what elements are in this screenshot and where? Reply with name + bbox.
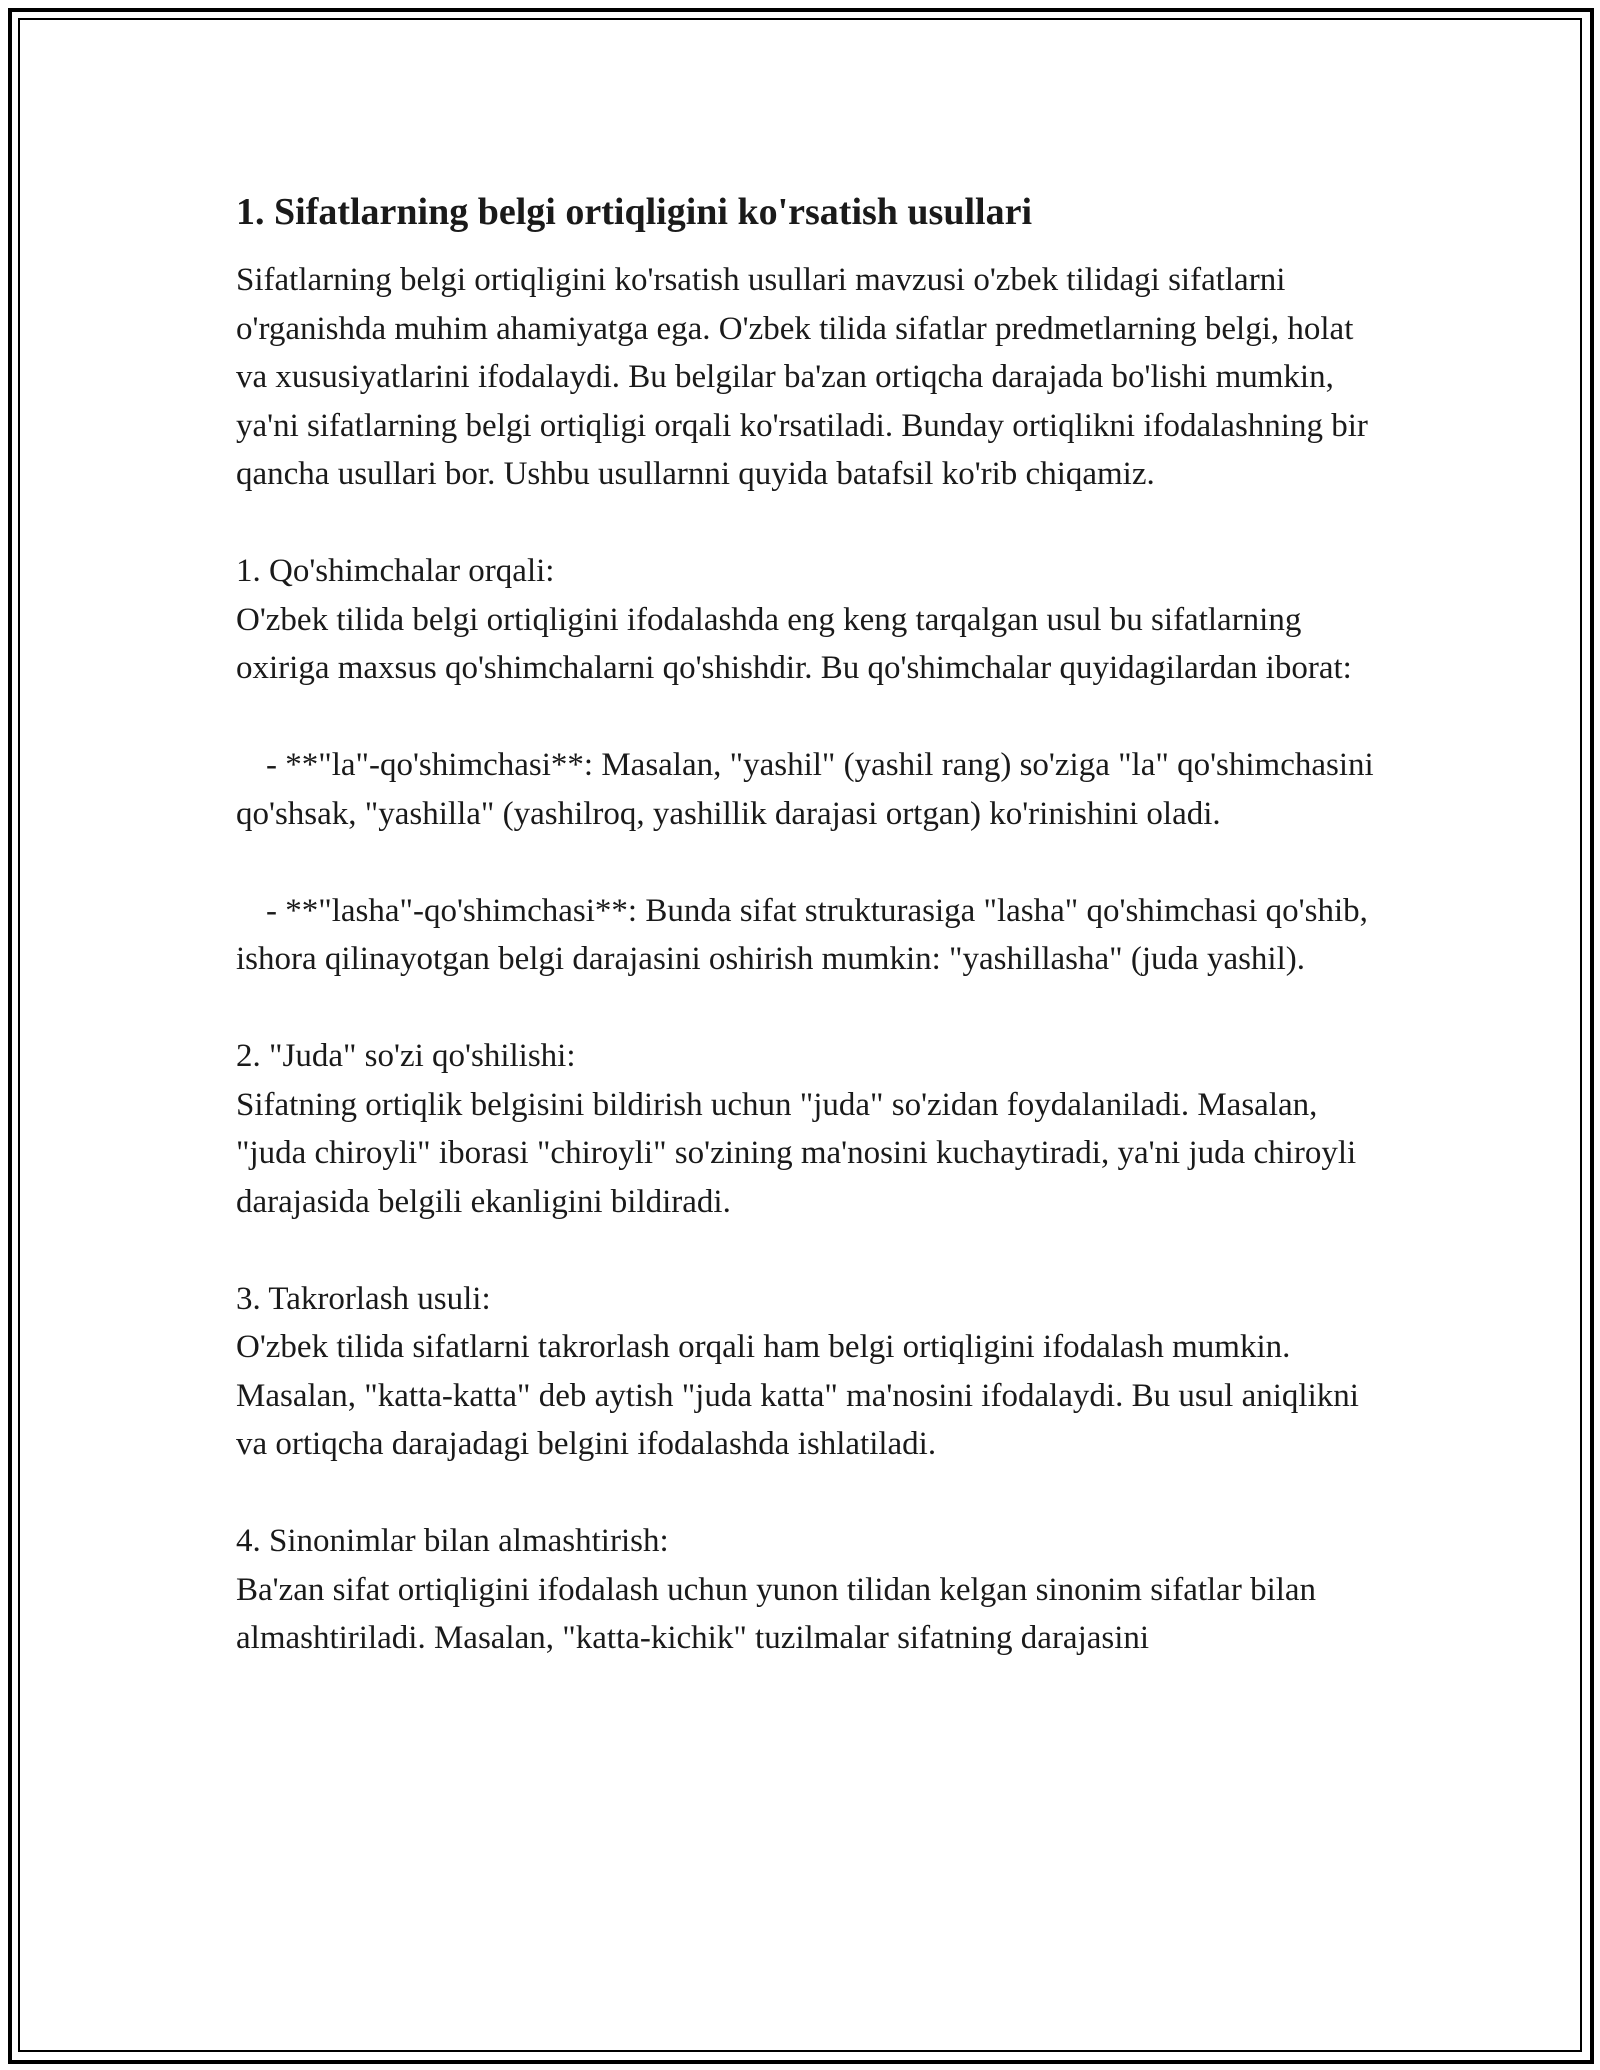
section-title: 4. Sinonimlar bilan almashtirish:: [236, 1523, 669, 1559]
spacer: [236, 1469, 1386, 1518]
section-text: Sifatning ortiqlik belgisini bildirish uchun "juda" so'zidan foydalaniladi. Masalan, "juda chiroyli" iborasi "chiroyli" so'zining ma'nosini kuchaytiradi, ya'ni juda chiroyli darajasida belgili ekanligini bildiradi.: [236, 1086, 1357, 1220]
section-text: O'zbek tilida belgi ortiqligini ifodalashda eng keng tarqalgan usul bu sifatlarning oxiriga maxsus qo'shimchalarni qo'shishdir. Bu qo'shimchalar quyidagilardan iborat:: [236, 601, 1352, 686]
section-juda: [236, 1032, 1386, 1226]
list-item: [236, 741, 1386, 838]
spacer: [236, 1226, 1386, 1275]
spacer: [236, 984, 1386, 1033]
document-heading: 1. Sifatlarning belgi ortiqligini ko'rsatish usullari: [236, 191, 1033, 233]
spacer: [236, 838, 1386, 887]
list-item: [236, 887, 1386, 984]
spacer: [236, 693, 1386, 742]
section-title: 1. Qo'shimchalar orqali:: [236, 553, 555, 589]
section-synonyms: [236, 1517, 1386, 1663]
section-text: O'zbek tilida sifatlarni takrorlash orqali ham belgi ortiqligini ifodalash mumkin. Masalan, "katta-katta" deb aytish "juda katta" ma'nosini ifodalaydi. Bu usul aniqlikni va ortiqcha darajadagi belgini ifodalashda ishlatiladi.: [236, 1329, 1359, 1462]
intro-paragraph: Sifatlarning belgi ortiqligini ko'rsatish usullari mavzusi o'zbek tilidagi sifatlarni o'rganishda muhim ahamiyatga ega. O'zbek tilida sifatlar predmetlarning belgi, holat va xususiyatlarini ifodalaydi. Bu belgilar ba'zan ortiqcha darajada bo'lishi mumkin, ya'ni sifatlarning belgi ortiqligi orqali ko'rsatiladi. Bunday ortiqlikni ifodalashning bir qancha usullari bor. Ushbu usullarnni quyida batafsil ko'rib chiqamiz.: [236, 262, 1368, 492]
section-repetition: [236, 1275, 1386, 1469]
list-item-text: - **"la"-qo'shimchasi**: Masalan, "yashil" (yashil rang) so'ziga "la" qo'shimchasini qo'shsak, "yashilla" (yashilroq, yashillik darajasi ortgan) ko'rinishini oladi.: [236, 747, 1374, 832]
list-item-text: - **"lasha"-qo'shimchasi**: Bunda sifat strukturasiga "lasha" qo'shimchasi qo'shib, ishora qilinayotgan belgi darajasini oshirish mumkin: "yashillasha" (juda yashil).: [236, 892, 1368, 977]
section-title: 2. "Juda" so'zi qo'shilishi:: [236, 1038, 576, 1074]
section-title: 3. Takrorlash usuli:: [236, 1280, 491, 1317]
section-text: Ba'zan sifat ortiqligini ifodalash uchun yunon tilidan kelgan sinonim sifatlar bilan almashtiriladi. Masalan, "katta-kichik" tuzilmalar sifatning darajasini: [236, 1571, 1317, 1656]
spacer: [236, 499, 1386, 548]
document-body: [236, 188, 1386, 1663]
section-suffixes: [236, 547, 1386, 984]
